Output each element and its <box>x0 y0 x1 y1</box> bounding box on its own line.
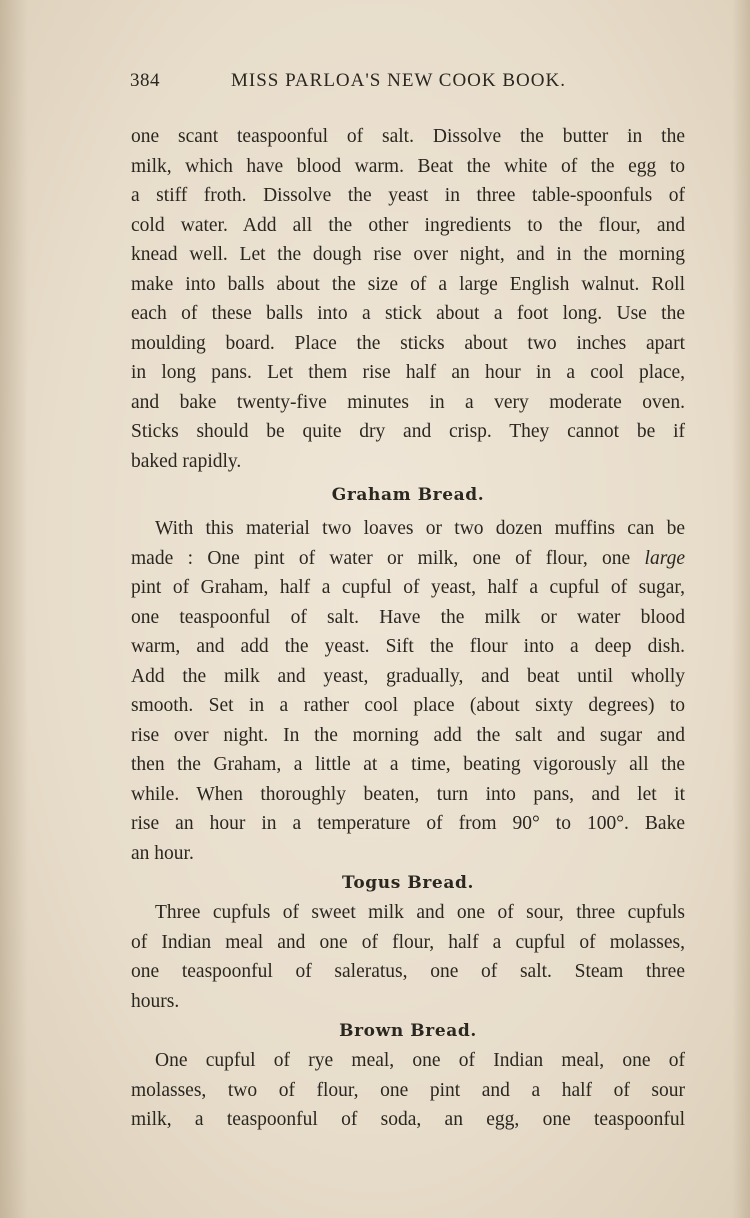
intro-paragraph <box>131 122 685 476</box>
text-line: a stiff froth. Dissolve the yeast in three table-spoonfuls of <box>131 185 685 206</box>
text-line: then the Graham, a little at a time, beating vigorously all the <box>131 754 685 775</box>
text-line: each of these balls into a stick about a foot long. Use the <box>131 303 685 324</box>
section-heading-brown-bread: Brown Bread. <box>339 1021 477 1041</box>
section-heading-graham-bread: Graham Bread. <box>331 485 485 505</box>
text-line: rise an hour in a temperature of from 90° to 100°. Bake <box>131 813 685 834</box>
text-line: while. When thoroughly beaten, turn into pans, and let it <box>131 783 685 805</box>
text-line <box>131 544 685 574</box>
text-line: Add the milk and yeast, gradually, and beat until wholly <box>131 665 685 687</box>
text-line: One cupful of rye meal, one of Indian meal, one of <box>155 1050 685 1071</box>
graham-bread-paragraph <box>131 514 685 868</box>
text-line: smooth. Set in a rather cool place (about sixty degrees) to <box>131 695 685 716</box>
text-line: moulding board. Place the sticks about two inches apart <box>131 332 685 354</box>
text-line: in long pans. Let them rise half an hour in a cool place, <box>131 362 685 383</box>
text-line: warm, and add the yeast. Sift the flour into a deep dish. <box>131 636 685 657</box>
running-head <box>130 70 686 98</box>
text-line: milk, a teaspoonful of soda, an egg, one teaspoonful <box>131 1109 685 1130</box>
text-line: one teaspoonful of salt. Have the milk or water blood <box>131 606 685 628</box>
text-line: knead well. Let the dough rise over night, and in the morning <box>131 244 685 265</box>
text-line: an hour. <box>131 842 194 864</box>
text-line: rise over night. In the morning add the salt and sugar and <box>131 724 685 746</box>
book-title: MISS PARLOA'S NEW COOK BOOK. <box>231 70 566 91</box>
text-line: hours. <box>131 990 180 1012</box>
text-line: cold water. Add all the other ingredients to the flour, and <box>131 214 685 236</box>
italic-word: large <box>644 547 685 569</box>
text-line: Three cupfuls of sweet milk and one of sour, three cupfuls <box>155 902 685 923</box>
page-shadow-right <box>732 0 750 1218</box>
text-line: one teaspoonful of saleratus, one of salt. Steam three <box>131 961 685 982</box>
text-span: made : One pint of water or milk, one of flour, one <box>131 547 645 569</box>
page-shadow-left <box>0 0 28 1218</box>
text-line: With this material two loaves or two dozen muffins can be <box>155 518 685 539</box>
text-line: milk, which have blood warm. Beat the white of the egg to <box>131 155 685 177</box>
text-line: molasses, two of flour, one pint and a half of sour <box>131 1079 685 1101</box>
text-line: of Indian meal and one of flour, half a cupful of molasses, <box>131 931 685 953</box>
page-number: 384 <box>130 70 160 91</box>
brown-bread-paragraph <box>131 1046 685 1135</box>
text-line: Sticks should be quite dry and crisp. They cannot be if <box>131 421 685 442</box>
text-line: one scant teaspoonful of salt. Dissolve the butter in the <box>131 126 685 147</box>
text-line: and bake twenty-five minutes in a very moderate oven. <box>131 391 685 413</box>
togus-bread-paragraph <box>131 898 685 1016</box>
page-body <box>131 122 685 1135</box>
text-line: make into balls about the size of a large English walnut. Roll <box>131 273 685 295</box>
text-line: pint of Graham, half a cupful of yeast, half a cupful of sugar, <box>131 577 685 598</box>
section-heading-togus-bread: Togus Bread. <box>342 873 474 893</box>
text-line: baked rapidly. <box>131 450 242 472</box>
